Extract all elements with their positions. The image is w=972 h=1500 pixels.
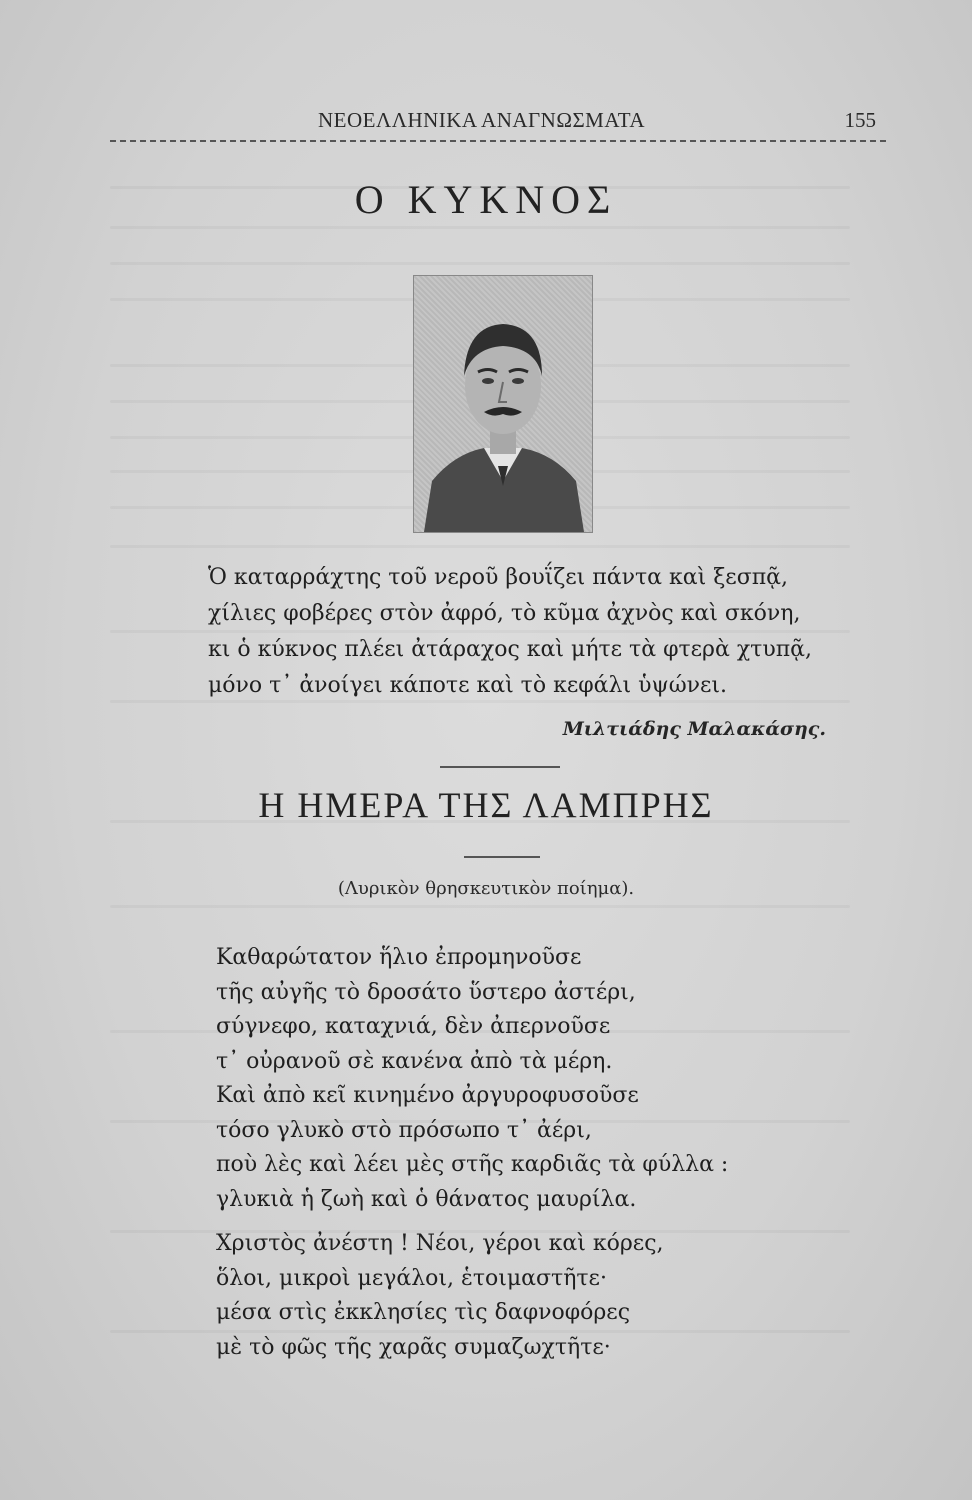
poem-line: Καθαρώτατον ἥλιο ἐπρομηνοῦσε (216, 945, 582, 970)
poem-title-easter-day: Η ΗΜΕΡΑ ΤΗΣ ΛΑΜΠΡΗΣ (258, 785, 714, 825)
bleed-through (110, 905, 850, 908)
poem-line: σύγνεφο, καταχνιά, δὲν ἀπερνοῦσε (216, 1014, 611, 1039)
poem-line: κι ὁ κύκνος πλέει ἀτάραχος καὶ μήτε τὰ φτερὰ χτυπᾷ, (208, 637, 813, 662)
easter-poem-text (216, 941, 728, 1365)
poem-line: μέσα στὶς ἐκκλησίες τὶς δαφνοφόρες (216, 1300, 631, 1325)
bleed-through (110, 262, 850, 265)
author-signature: Μιλτιάδης Μαλακάσης. (562, 718, 826, 740)
poem-subtitle: (Λυρικὸν θρησκευτικὸν ποίημα). (337, 878, 635, 899)
poem-line: χίλιες φοβέρες στὸν ἀφρό, τὸ κῦμα ἀχνὸς καὶ σκόνη, (208, 601, 801, 626)
portrait-icon (414, 276, 592, 532)
poem-line: Ὁ καταρράχτης τοῦ νεροῦ βουΐζει πάντα καὶ ξεσπᾷ, (208, 565, 789, 590)
poem-line: μόνο τ᾽ ἀνοίγει κάποτε καὶ τὸ κεφάλι ὑψώνει. (208, 673, 728, 698)
bleed-through (110, 226, 850, 229)
poem-line: τ᾽ οὐρανοῦ σὲ κανένα ἀπὸ τὰ μέρη. (216, 1048, 613, 1074)
poem-line: τῆς αὐγῆς τὸ δροσάτο ὕστερο ἀστέρι, (216, 979, 636, 1005)
poem-line: μὲ τὸ φῶς τῆς χαρᾶς συμαζωχτῆτε· (216, 1334, 611, 1360)
poem-line: ποὺ λὲς καὶ λέει μὲς στῆς καρδιᾶς τὰ φύλλα : (216, 1152, 729, 1177)
section-divider (440, 766, 560, 768)
swan-poem-text (208, 560, 812, 704)
poem-line: Καὶ ἀπὸ κεῖ κινημένο ἀργυροφυσοῦσε (216, 1083, 639, 1108)
page-number: 155 (844, 108, 876, 132)
poem-line: γλυκιὰ ἡ ζωὴ καὶ ὁ θάνατος μαυρίλα. (216, 1186, 637, 1212)
bleed-through (110, 545, 850, 548)
title-underline (464, 856, 540, 858)
poem-line: ὅλοι, μικροὶ μεγάλοι, ἑτοιμαστῆτε· (216, 1265, 607, 1291)
author-portrait (413, 275, 593, 533)
poem-line: τόσο γλυκὸ στὸ πρόσωπο τ᾽ ἀέρι, (216, 1117, 592, 1143)
running-title: ΝΕΟΕΛΛΗΝΙΚΑ ΑΝΑΓΝΩΣΜΑΤΑ (318, 108, 646, 132)
poem-title-swan: Ο ΚΥΚΝΟΣ (354, 177, 618, 222)
poem-line: Χριστὸς ἀνέστη ! Νέοι, γέροι καὶ κόρες, (216, 1231, 664, 1256)
header-rule (110, 140, 886, 142)
running-head (110, 104, 886, 140)
